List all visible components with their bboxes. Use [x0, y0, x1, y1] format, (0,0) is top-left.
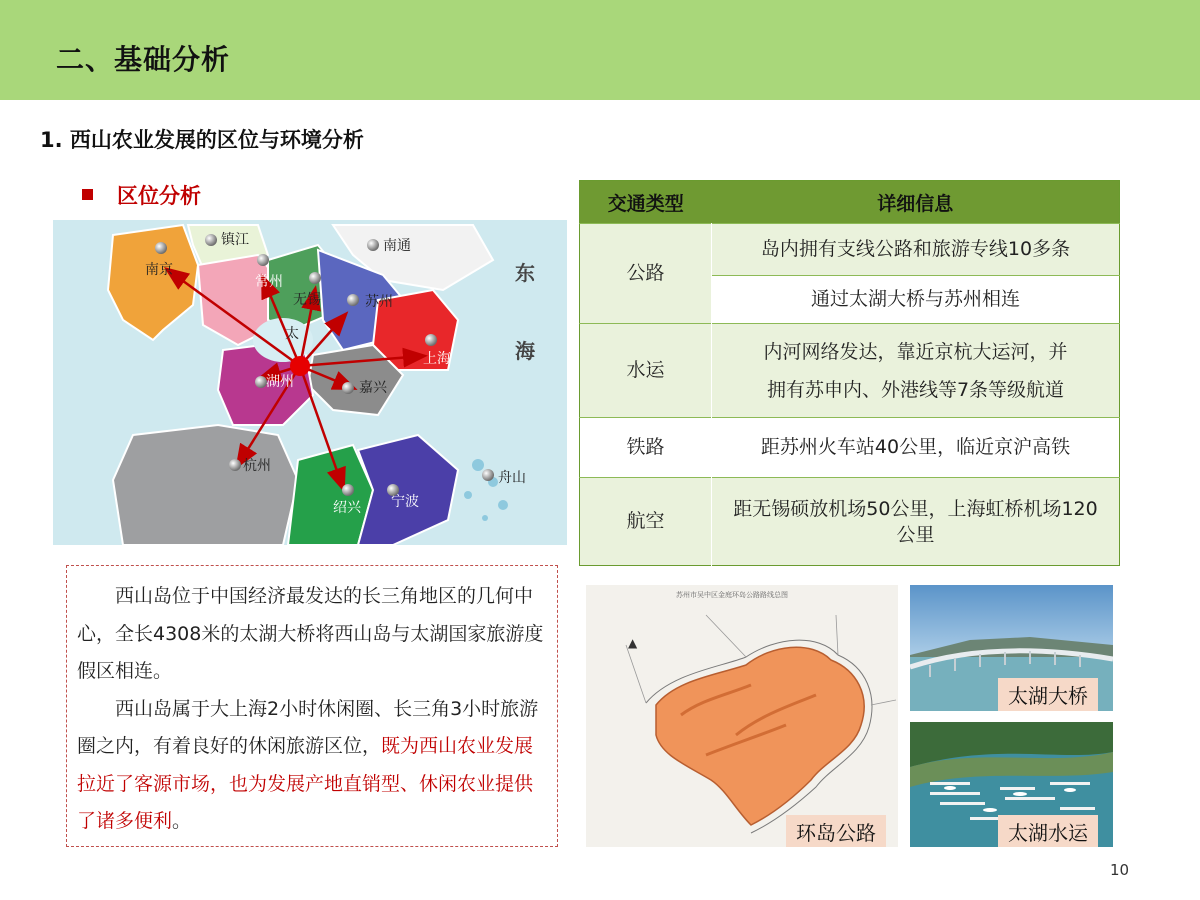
description-text-end: 。: [172, 810, 192, 832]
region-shaoxing: [288, 445, 373, 545]
map-label-changzhou: 常州: [255, 274, 283, 290]
subsection-heading: [82, 180, 201, 210]
description-text: 西山岛属于大上海2小时休闲圈、长三角3小时旅游圈之内，有着良好的休闲旅游区位，: [77, 697, 539, 757]
transport-table: [579, 180, 1120, 566]
table-cell-line: 公里: [896, 523, 935, 546]
map-label-nanjing: 南京: [145, 262, 173, 278]
ring-road-map-image: [586, 585, 898, 847]
water-caption: 太湖水运: [998, 815, 1098, 847]
table-cell-info: 通过太湖大桥与苏州相连: [712, 276, 1120, 324]
subsection-title: 区位分析: [117, 184, 201, 208]
map-label-wuxi: 无锡: [293, 292, 321, 308]
section-title: 1. 西山农业发展的区位与环境分析: [40, 128, 364, 152]
map-label-shaoxing: 绍兴: [333, 500, 361, 516]
map-label-jiaxing: 嘉兴: [359, 380, 387, 396]
description-box: [66, 565, 558, 847]
table-cell-type: 航空: [580, 478, 712, 566]
table-cell-info: 距苏州火车站40公里，临近京沪高铁: [712, 418, 1120, 478]
map-label-east: 东: [515, 261, 535, 285]
bridge-caption: 太湖大桥: [998, 678, 1098, 711]
table-cell-line: 内河网络发达，靠近京杭大运河，并: [763, 340, 1068, 363]
map-label-sea: 海: [515, 339, 535, 363]
table-cell-info: [712, 478, 1120, 566]
xishan-center-marker: [290, 356, 310, 376]
table-row: [580, 324, 1120, 418]
svg-text:▲: ▲: [628, 636, 638, 650]
ring-road-map-title: 苏州市吴中区金庭环岛公路路线总图: [676, 591, 788, 599]
map-label-tai: 太: [285, 326, 299, 342]
description-paragraph-1: 西山岛位于中国经济最发达的长三角地区的几何中心，全长4308米的太湖大桥将西山岛与太湖国家旅游度假区相连。: [77, 585, 544, 682]
region-ningbo: [358, 435, 458, 545]
table-cell-type: 水运: [580, 324, 712, 418]
table-row: [580, 224, 1120, 276]
region-hangzhou: [113, 425, 298, 545]
table-header-info: 详细信息: [712, 181, 1120, 224]
map-label-huzhou: 湖州: [266, 374, 294, 390]
table-header-type: 交通类型: [580, 181, 712, 224]
map-label-zhoushan: 舟山: [498, 470, 526, 486]
map-label-hangzhou: 杭州: [243, 458, 271, 474]
map-label-shanghai: 上海: [423, 351, 451, 367]
ring-road-map-graphic: [586, 585, 898, 847]
description-highlight: 既为西山农业发展拉近了客源市场，也为发展产地直销型、休闲农业提供了诸多便利: [77, 735, 534, 832]
table-cell-info: 岛内拥有支线公路和旅游专线10多条: [712, 224, 1120, 276]
map-label-ningbo: 宁波: [391, 494, 419, 510]
map-label-suzhou: 苏州: [365, 294, 393, 310]
map-label-nantong: 南通: [383, 238, 411, 254]
description-paragraph-2: [77, 691, 547, 841]
table-row: [580, 478, 1120, 566]
location-map: [53, 220, 567, 545]
table-cell-line: 拥有苏申内、外港线等7条等级航道: [766, 378, 1065, 401]
page-number: 10: [1110, 861, 1130, 879]
taihu-bridge-photo: [910, 585, 1113, 711]
page-title: 二、基础分析: [56, 43, 231, 76]
table-cell-type: 公路: [580, 224, 712, 324]
header-bar: [0, 0, 1200, 100]
table-row: [580, 418, 1120, 478]
map-label-zhenjiang: 镇江: [221, 232, 249, 248]
taihu-water-photo: [910, 722, 1113, 847]
square-bullet-icon: [82, 189, 93, 200]
table-cell-type: 铁路: [580, 418, 712, 478]
map-graphic: [53, 220, 567, 545]
ring-road-caption: 环岛公路: [786, 815, 886, 847]
table-cell-line: 距无锡硕放机场50公里，上海虹桥机场120: [733, 497, 1098, 520]
table-cell-info: [712, 324, 1120, 418]
